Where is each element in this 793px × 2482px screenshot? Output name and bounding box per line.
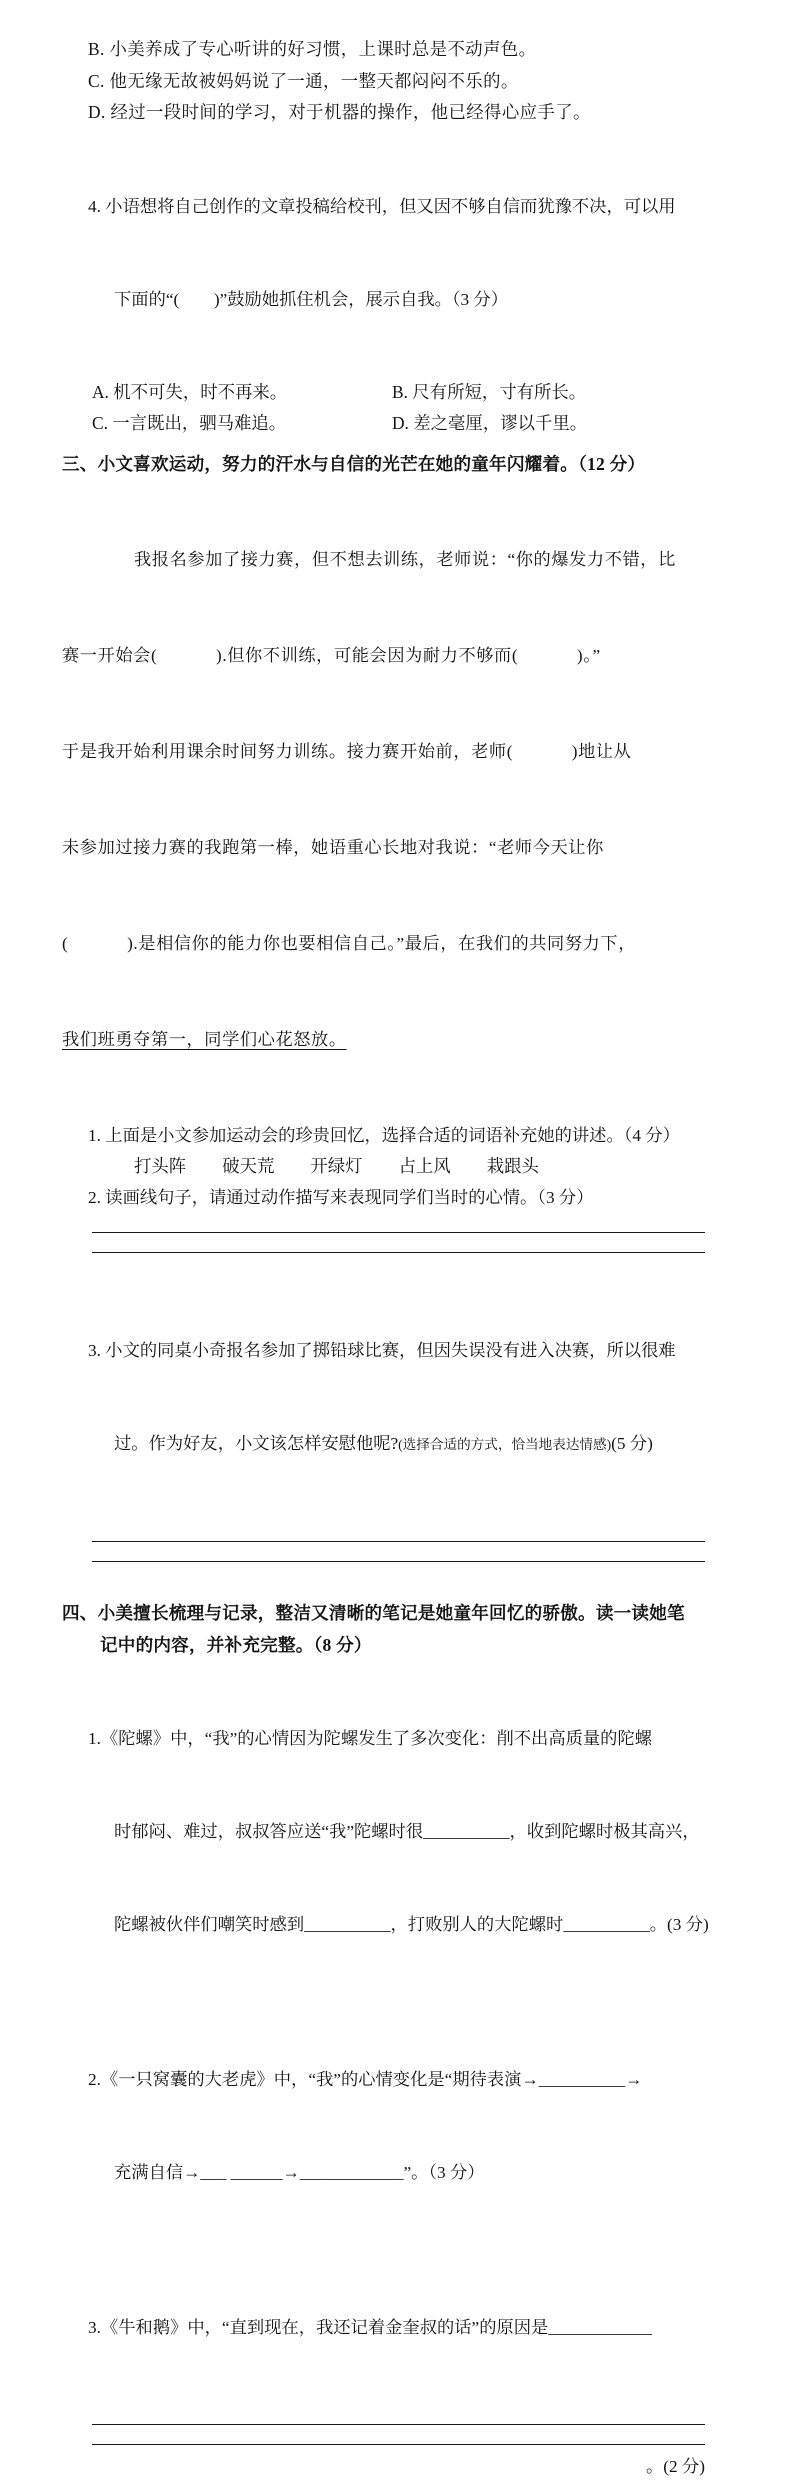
- section-4-q1-line1: 1.《陀螺》中，“我”的心情因为陀螺发生了多次变化：削不出高质量的陀螺: [88, 1728, 653, 1748]
- passage-line-6-underlined: 我们班勇夺第一，同学们心花怒放。: [62, 1029, 347, 1049]
- question-4-options-row-1: [62, 377, 735, 408]
- answer-line[interactable]: [92, 1252, 705, 1253]
- choice-b: B. 小美养成了专心听讲的好习惯，上课时总是不动声色。: [88, 39, 537, 59]
- section-4-q1-line3: 陀螺被伙伴们嘲笑时感到__________，打败别人的大陀螺时__________。(3 分): [114, 1914, 709, 1934]
- q3-text-a: 过。作为好友，小文该怎样安慰他呢?: [114, 1433, 399, 1453]
- question-4-options-row-2: [62, 408, 735, 439]
- word-bank: [62, 1151, 735, 1182]
- section-3-question-1: 1. 上面是小文参加运动会的珍贵回忆，选择合适的词语补充她的讲述。（4 分）: [88, 1125, 680, 1145]
- section-4-question-2: [62, 2002, 735, 2250]
- word-bank-item-3: 开绿灯: [310, 1155, 363, 1176]
- passage-line-1: 我报名参加了接力赛，但不想去训练，老师说：“你的爆发力不错，比: [134, 549, 676, 569]
- section-3-question-3: [62, 1273, 735, 1522]
- section-3-title: 小文喜欢运动，努力的汗水与自信的光芒在她的童年闪耀着。（12 分）: [97, 453, 646, 474]
- q3-text-note: (选择合适的方式，恰当地表达情感): [398, 1436, 612, 1452]
- answer-line[interactable]: [92, 2424, 705, 2425]
- section-4-q3-score: 。(2 分): [645, 2456, 705, 2476]
- question-4-line1: 4. 小语想将自己创作的文章投稿给校刊，但又因不够自信而犹豫不决，可以用: [88, 196, 676, 216]
- passage-line-5: ( ).是相信你的能力你也要相信自己。”最后，在我们的共同努力下，: [62, 933, 636, 953]
- option-d: D. 差之毫厘，谬以千里。: [392, 412, 588, 433]
- choice-d: D. 经过一段时间的学习，对于机器的操作，他已经得心应手了。: [88, 102, 591, 122]
- section-4-heading: [62, 1597, 735, 1661]
- word-bank-item-5: 栽跟头: [486, 1155, 539, 1176]
- section-4-title-line2: 记中的内容，并补充完整。（8 分）: [100, 1634, 372, 1655]
- answer-line[interactable]: [92, 1561, 705, 1562]
- section-4-title-line1: 小美擅长梳理与记录，整洁又清晰的笔记是她童年回忆的骄傲。读一读她笔: [97, 1602, 685, 1623]
- section-4-q1-line2: 时郁闷、难过，叔叔答应送“我”陀螺时很__________，收到陀螺时极其高兴，: [114, 1821, 700, 1841]
- section-3-heading: [62, 448, 735, 480]
- section-3-question-3-line1: 3. 小文的同桌小奇报名参加了掷铅球比赛，但因失误没有进入决赛，所以很难: [88, 1340, 676, 1360]
- section-4-q2-line2: 充满自信→___ ______→____________”。（3 分）: [114, 2162, 485, 2182]
- answer-line[interactable]: [92, 2444, 705, 2445]
- q3-text-b: (5 分): [611, 1433, 653, 1453]
- section-4-question-1: [62, 1661, 735, 2002]
- section-3-question-3-line2: [62, 1428, 735, 1460]
- section-4-question-3: [62, 2250, 735, 2405]
- option-c: C. 一言既出，驷马难追。: [92, 412, 287, 433]
- passage-line-3: 于是我开始利用课余时间努力训练。接力赛开始前，老师( )地让从: [62, 741, 632, 761]
- answer-line[interactable]: [92, 1232, 705, 1233]
- passage-line-4: 未参加过接力赛的我跑第一棒，她语重心长地对我说：“老师今天让你: [62, 837, 604, 857]
- word-bank-item-4: 占上风: [398, 1155, 451, 1176]
- question-4: [62, 129, 735, 377]
- word-bank-item-1: 打头阵: [134, 1155, 187, 1176]
- passage-line-2: 赛一开始会( ).但你不训练，可能会因为耐力不够而( )。”: [62, 645, 601, 665]
- section-3-label: 三、: [62, 453, 98, 474]
- section-3-passage: [62, 480, 735, 1120]
- section-4-q2-line1: 2.《一只窝囊的大老虎》中，“我”的心情变化是“期待表演→__________→: [88, 2069, 643, 2089]
- option-b: B. 尺有所短，寸有所长。: [392, 381, 587, 402]
- question-4-line2: 下面的“( )”鼓励她抓住机会，展示自我。（3 分）: [114, 289, 509, 309]
- choice-c: C. 他无缘无故被妈妈说了一通，一整天都闷闷不乐的。: [88, 70, 519, 91]
- word-bank-item-2: 破天荒: [222, 1155, 275, 1176]
- section-4-q3-line1: 3.《牛和鹅》中，“直到现在，我还记着金奎叔的话”的原因是____________: [88, 2317, 653, 2337]
- option-a: A. 机不可失，时不再来。: [92, 381, 288, 402]
- section-3-question-2: 2. 读画线句子，请通过动作描写来表现同学们当时的心情。（3 分）: [88, 1187, 594, 1207]
- answer-line[interactable]: [92, 1541, 705, 1542]
- section-4-label: 四、: [62, 1602, 98, 1623]
